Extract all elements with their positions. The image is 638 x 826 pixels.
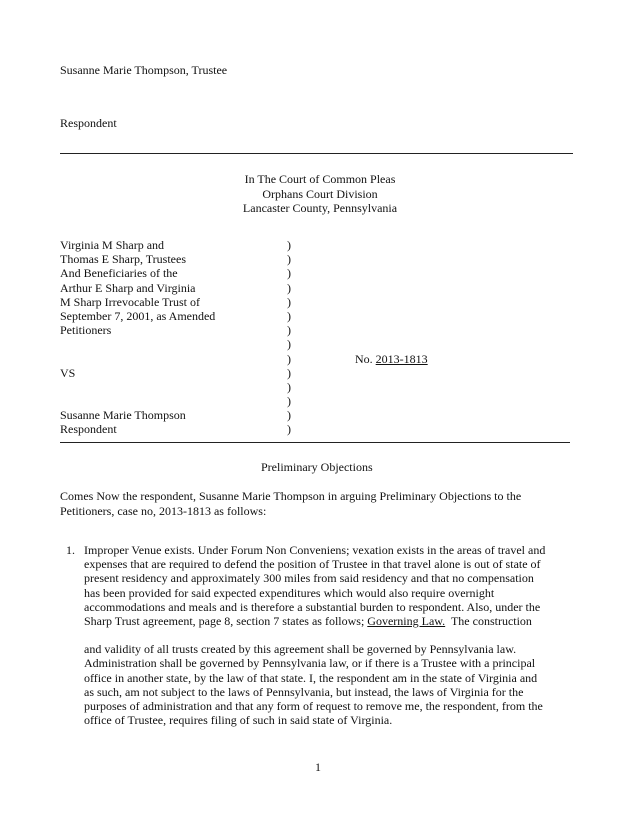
item-number: 1. (66, 543, 75, 557)
court-line-3: Lancaster County, Pennsylvania (242, 201, 398, 215)
caption-parties (60, 238, 215, 437)
caption-party-line (60, 337, 215, 351)
governing-law-heading: Governing Law. (367, 613, 446, 628)
item-text (84, 543, 545, 727)
caption-paren: ) (287, 337, 291, 352)
caption-party-line: VS (60, 365, 76, 380)
respondent-label: Respondent (60, 116, 117, 130)
caption-party-line (60, 394, 215, 408)
caption-paren: ) (287, 365, 291, 380)
case-number-line (355, 352, 428, 366)
caption-party-line (60, 352, 215, 366)
caption-party-line: M Sharp Irrevocable Trust of (60, 294, 200, 309)
page-number: 1 (315, 760, 321, 774)
item-line: as such, am not subject to the laws of Pennsylvania, but instead, the laws of Virginia for the (84, 684, 524, 699)
caption-paren: ) (287, 351, 291, 366)
court-line-1: In The Court of Common Pleas (244, 172, 396, 186)
caption-party-line (60, 380, 215, 394)
court-line-2: Orphans Court Division (262, 186, 378, 201)
intro-paragraph (60, 489, 521, 519)
caption-paren: ) (287, 252, 291, 267)
item-line: and validity of all trusts created by this agreement shall be governed by Pennsylvania law. (84, 642, 517, 657)
caption-paren: ) (287, 266, 291, 281)
court-heading (220, 172, 420, 216)
item-line: purposes of administration and that any form of request to remove me, the respondent, from the (84, 698, 543, 713)
line-text: Sharp Trust agreement, page 8, section 7 states as follows; (84, 613, 368, 628)
caption-paren: ) (287, 238, 291, 252)
caption-party-line: Respondent (60, 422, 117, 437)
item-line: office in another state, by the law of that state. I, the respondent am in the state of Virginia and (84, 670, 538, 685)
caption-party-line: Petitioners (60, 323, 112, 338)
item-line: has been provided for said expected expenditures which would also require overnight (84, 585, 495, 600)
top-divider (60, 153, 573, 154)
caption-paren: ) (287, 379, 291, 394)
document-title: Preliminary Objections (261, 460, 373, 474)
item-line: expenses that are required to defend the position of Trustee in that travel alone is out of state of (84, 557, 541, 572)
caption-paren: ) (287, 294, 291, 309)
caption-party-line: Arthur E Sharp and Virginia (60, 280, 196, 295)
caption-paren: ) (287, 308, 291, 323)
intro-line-1: Comes Now the respondent, Susanne Marie Thompson in arguing Preliminary Objections to the (60, 489, 522, 503)
line-text: The construction (445, 613, 532, 628)
item-line-governing-law (84, 614, 545, 628)
caption-party-line: And Beneficiaries of the (60, 266, 178, 281)
caption-party-line: Susanne Marie Thompson (60, 408, 186, 423)
respondent-name-line: Susanne Marie Thompson, Trustee (60, 63, 228, 77)
caption-party-line: Virginia M Sharp and (60, 238, 165, 252)
item-line: Administration shall be governed by Pennsylvania law, or if there is a Trustee with a principal (84, 656, 536, 671)
caption-paren: ) (287, 394, 291, 409)
item-line: accommodations and meals and is therefore a substantial burden to respondent. Also, under the (84, 599, 541, 614)
caption-parentheses (287, 238, 291, 437)
case-number: 2013-1813 (375, 352, 428, 366)
item-line: present residency and approximately 300 miles from said residency and that no compensation (84, 571, 534, 586)
case-label: No. (355, 352, 373, 366)
caption-paren: ) (287, 280, 291, 295)
caption-paren: ) (287, 408, 291, 423)
intro-line-2: Petitioners, case no, 2013-1813 as follows: (60, 504, 267, 518)
caption-paren: ) (287, 422, 291, 437)
caption-party-line: September 7, 2001, as Amended (60, 308, 216, 323)
item-line: Improper Venue exists. Under Forum Non Conveniens; vexation exists in the areas of travel and (84, 543, 546, 557)
caption-divider (60, 442, 570, 443)
paragraph-gap (84, 628, 545, 642)
caption-paren: ) (287, 323, 291, 338)
caption-party-line: Thomas E Sharp, Trustees (60, 252, 186, 267)
item-line: office of Trustee, requires filing of such in said state of Virginia. (84, 713, 393, 728)
